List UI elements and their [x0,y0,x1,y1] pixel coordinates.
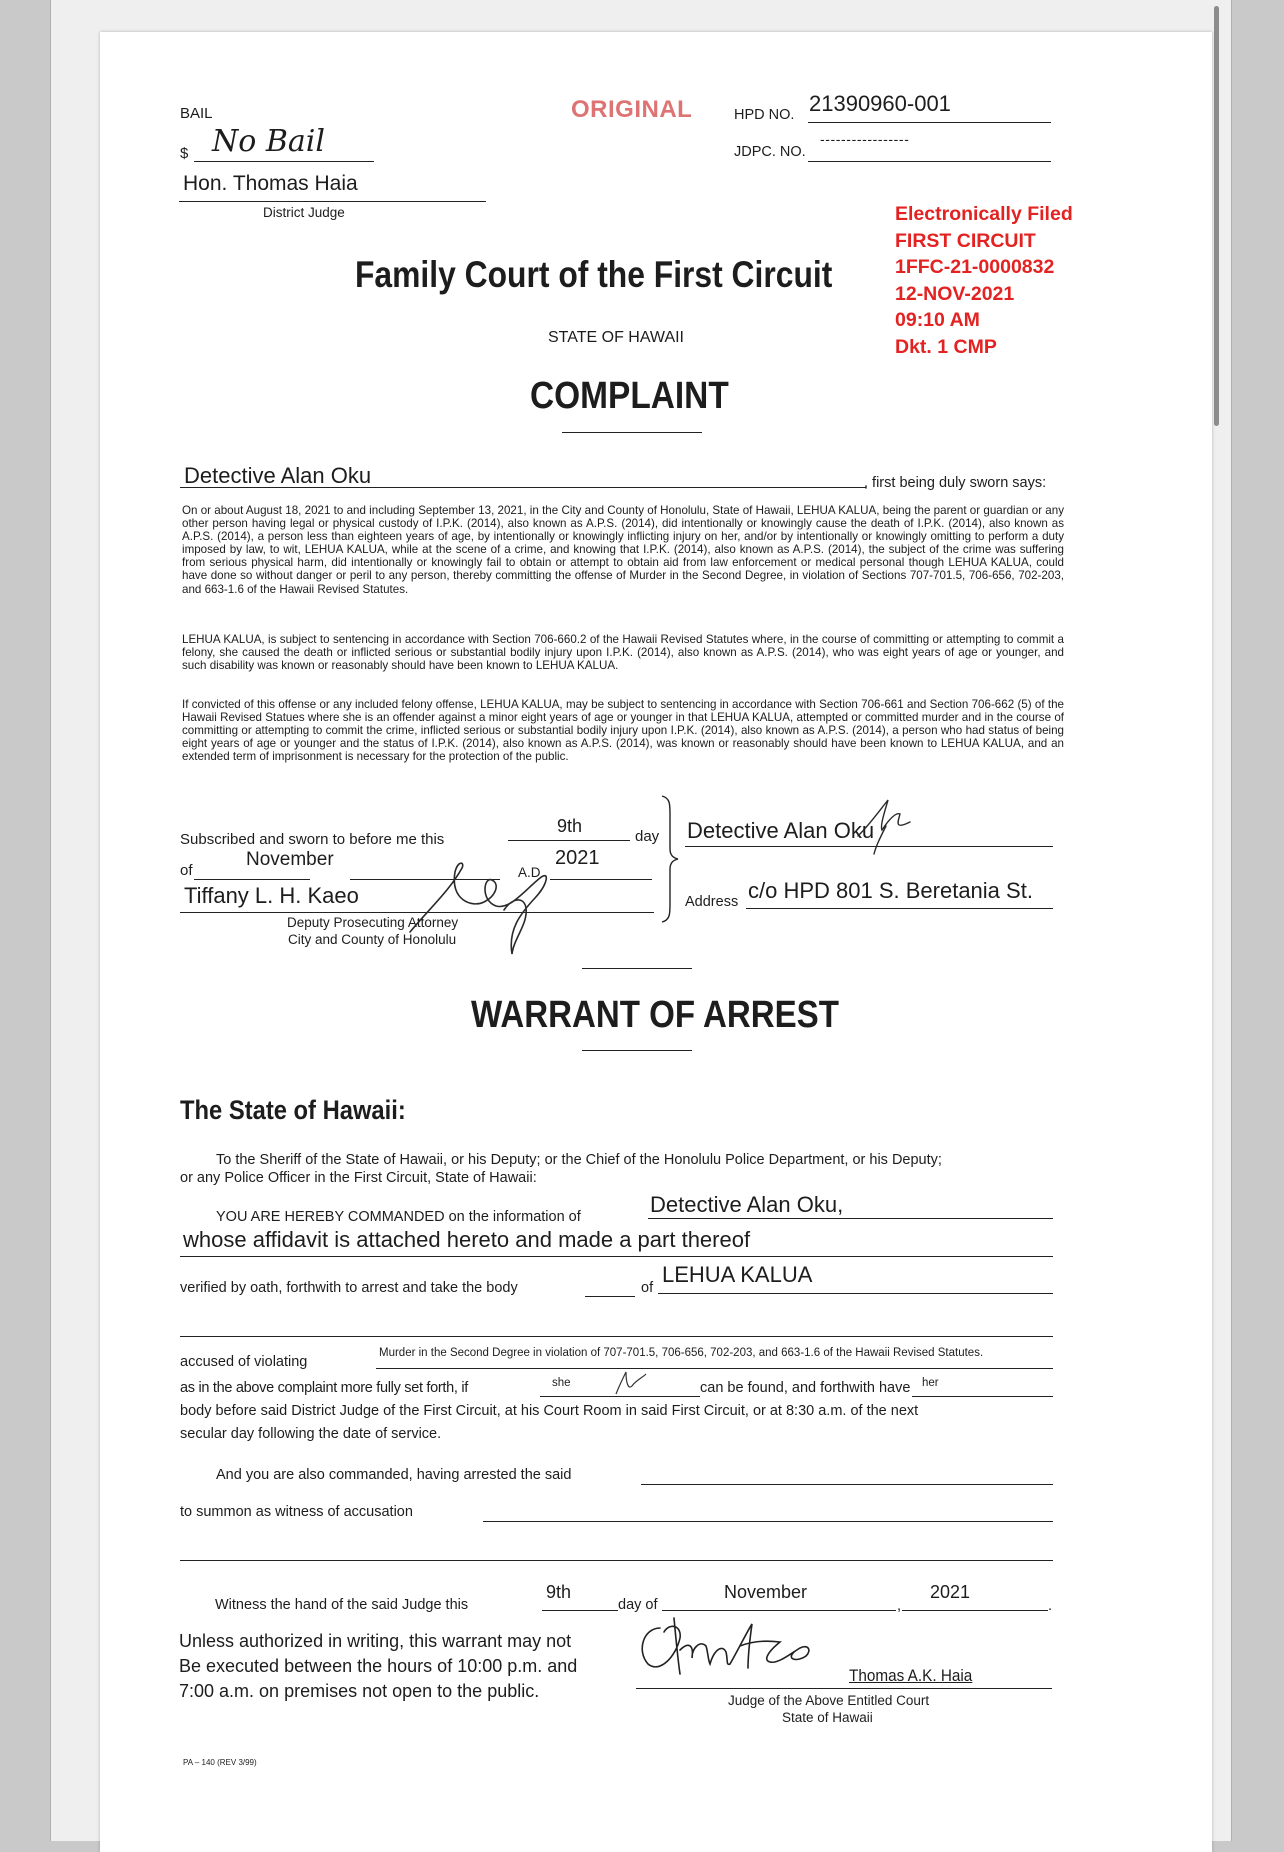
witness-comma: , [897,1598,902,1614]
verified-text: verified by oath, forthwith to arrest and take the body [180,1280,518,1296]
attorney-name: Tiffany L. H. Kaeo [184,883,359,908]
affidavit-bracket [656,794,680,924]
state-heading: The State of Hawaii: [180,1095,406,1125]
offense-underline [376,1368,1053,1369]
informant-value: Detective Alan Oku, [650,1192,844,1217]
verified-underline [585,1296,635,1297]
complaint-paragraph-3: If convicted of this offense or any included felony offense, LEHUA KALUA, may be subject to sentencing in accordance with Section 706-661 and Section 706-662 (5) of the Hawaii Revised Statues where she is an offender against a minor eight years of age or younger in that LEHUA KALUA, attempted or committed murder and in the course of committing or attempting to commit the crime, inflicted serious or substantial bodily injury upon I.P.K. (2014), also known as A.P.S. (2014), a person who had status of being eight years of age or younger and the status of I.P.K. (2014), also known as A.P.S. (2014), was known or reasonably should have been known to LEHUA KALUA, and an extended term of imprisonment is necessary for the protection of the public. [182,698,1064,764]
attorney-title-1: Deputy Prosecuting Attorney [287,915,459,930]
verified-of-label: of [641,1280,654,1296]
unless-line-1: Unless authorized in writing, this warrant may not [179,1631,572,1651]
witness-dayof-label: day of [618,1597,658,1613]
document-page [100,32,1212,1852]
form-number: PA – 140 (REV 3/99) [183,1758,257,1767]
judge-signature [630,1610,830,1690]
bail-label: BAIL [180,105,213,122]
jdpc-label: JDPC. NO. [734,144,806,160]
affidavit-value: whose affidavit is attached hereto and made a part thereof [183,1227,751,1252]
bail-dollar-sign: $ [180,145,189,162]
body-text-1: body before said District Judge of the First Circuit, at his Court Room in said First Circuit, or at 8:30 a.m. of the next [180,1403,919,1419]
body-text-2: secular day following the date of service. [180,1426,442,1442]
offense-value: Murder in the Second Degree in violation of 707-701.5, 706-656, 702-203, and 663-1.6 of the Hawaii Revised Statutes. [379,1347,984,1359]
complainant-underline [180,487,866,488]
efile-line-6: Dkt. 1 CMP [895,335,997,358]
witness-year-value: 2021 [930,1582,971,1602]
witness-text: Witness the hand of the said Judge this [215,1597,469,1613]
affiant-name: Detective Alan Oku [687,818,875,843]
judge-title-1: Judge of the Above Entitled Court [728,1693,930,1708]
defendant-value: LEHUA KALUA [662,1262,813,1287]
subscribed-day-label: day [635,828,660,845]
address-label: Address [685,894,739,910]
complaint-title: COMPLAINT [530,375,729,417]
state-of-hawaii: STATE OF HAWAII [548,329,684,346]
summon-underline [483,1521,1053,1522]
complaint-paragraph-2: LEHUA KALUA, is subject to sentencing in accordance with Section 706-660.2 of the Hawaii Revised Statutes where, in the course of committing or attempting to commit a felony, she caused the death or inflicted serious or substantial bodily injury upon I.P.K. (2014), also known as A.P.S. (2014), who was eight years of age or younger, and such disability was known or reasonably should have been known to LEHUA KALUA. [182,633,1064,673]
judge-printed-name: Thomas A.K. Haia [849,1666,973,1685]
judge-signature-underline [636,1688,1052,1689]
commanded-also-underline [641,1484,1053,1485]
informant-underline [648,1218,1053,1219]
commanded-also-text: And you are also commanded, having arrested the said [216,1467,572,1483]
judge-title: District Judge [263,205,345,220]
efile-line-5: 09:10 AM [895,309,980,331]
jdpc-underline [808,161,1051,162]
blank-underline-1 [180,1336,1053,1337]
subscribed-of-label: of [180,862,193,879]
witness-month-value: November [724,1582,808,1602]
he-strikeout-mark [612,1368,652,1398]
unless-line-2: Be executed between the hours of 10:00 p.m. and [179,1656,578,1676]
complaint-paragraph-1: On or about August 18, 2021 to and including September 13, 2021, in the City and County of Honolulu, State of Hawaii, LEHUA KALUA, being the parent or guardian or any other person having legal or physical custody of I.P.K. (2014), also known as A.P.S. (2014), did intentionally or knowingly cause the death of I.P.K. (2014), also known as A.P.S. (2014), a person less than eighteen years of age, by intentionally or knowingly inflicting injury on her, and/or by intentionally or knowingly omitting to perform a duty imposed by law, to wit, LEHUA KALUA, while at the scene of a crime, and knowing that I.P.K. (2014), also known as A.P.S. (2014), the subject of the crime was suffering from serious physical harm, did intentionally or knowingly fail to obtain or attempt to obtain aid from law enforcement or medical personal though LEHUA KALUA, could have done so without danger or peril to any person, thereby committing the offense of Murder in the Second Degree, in violation of Sections 707-701.5, 706-656, 702-203, and 663-1.6 of the Hawaii Revised Statutes. [182,504,1064,596]
bail-underline [194,161,374,162]
attorney-title-2: City and County of Honolulu [288,932,457,947]
attorney-signature [400,850,570,960]
efile-line-1: Electronically Filed [895,203,1073,225]
witness-period: . [1048,1598,1053,1614]
hpd-label: HPD NO. [734,107,795,123]
address-underline [746,908,1053,909]
hpd-value: 21390960-001 [809,91,951,116]
address-value: c/o HPD 801 S. Beretania St. [748,878,1033,903]
affiant-underline [685,846,1053,847]
subscribed-ad-label: A.D [518,865,541,880]
subscribed-text: Subscribed and sworn to before me this [180,831,445,848]
warrant-title: WARRANT OF ARREST [471,994,839,1036]
defendant-underline [658,1293,1053,1294]
unless-line-3: 7:00 a.m. on premises not open to the public. [179,1681,540,1701]
witness-year-underline [902,1610,1048,1611]
pronoun-her: her [922,1377,939,1389]
found-text: can be found, and forthwith have [700,1380,911,1396]
summon-text: to summon as witness of accusation [180,1504,413,1520]
subscribed-month-value: November [246,849,334,870]
to-sheriff-text-1: To the Sheriff of the State of Hawaii, or his Deputy; or the Chief of the Honolulu Police Department, or his Deputy; [216,1152,942,1168]
pronoun-her-underline [912,1396,1053,1397]
original-stamp: ORIGINAL [571,96,693,123]
commanded-text: YOU ARE HEREBY COMMANDED on the information of [216,1209,581,1225]
to-sheriff-text-2: or any Police Officer in the First Circuit, State of Hawaii: [180,1170,537,1186]
pronoun-she: she [552,1377,571,1389]
blank-underline-2 [180,1560,1053,1561]
warrant-top-rule [582,968,692,969]
court-name: Family Court of the First Circuit [355,254,833,295]
vertical-scrollbar[interactable] [1214,6,1219,426]
accused-label: accused of violating [180,1354,308,1370]
judge-title-2: State of Hawaii [782,1710,873,1725]
witness-day-value: 9th [546,1582,572,1602]
hpd-underline [808,122,1051,123]
complaint-text: as in the above complaint more fully set forth, if [180,1380,469,1396]
efile-line-2: FIRST CIRCUIT [895,229,1036,252]
affiant-signature [850,796,920,856]
efile-line-3: 1FFC-21-0000832 [895,256,1055,278]
bail-value: No Bail [212,124,325,159]
sworn-suffix: , first being duly sworn says: [864,475,1047,491]
warrant-title-rule [582,1050,692,1051]
affidavit-underline [180,1256,1053,1257]
subscribed-year-value: 2021 [555,847,600,869]
subscribed-day-underline [508,840,630,841]
witness-day-underline [542,1610,618,1611]
efile-line-4: 12-NOV-2021 [895,282,1015,305]
complaint-title-rule [562,432,702,433]
complainant-name: Detective Alan Oku [184,463,372,488]
judge-name: Hon. Thomas Haia [183,172,358,195]
subscribed-day-value: 9th [557,816,583,836]
judge-underline [179,201,486,202]
jdpc-value: ----------------- [820,131,910,147]
subscribed-month-underline-a [194,879,310,880]
